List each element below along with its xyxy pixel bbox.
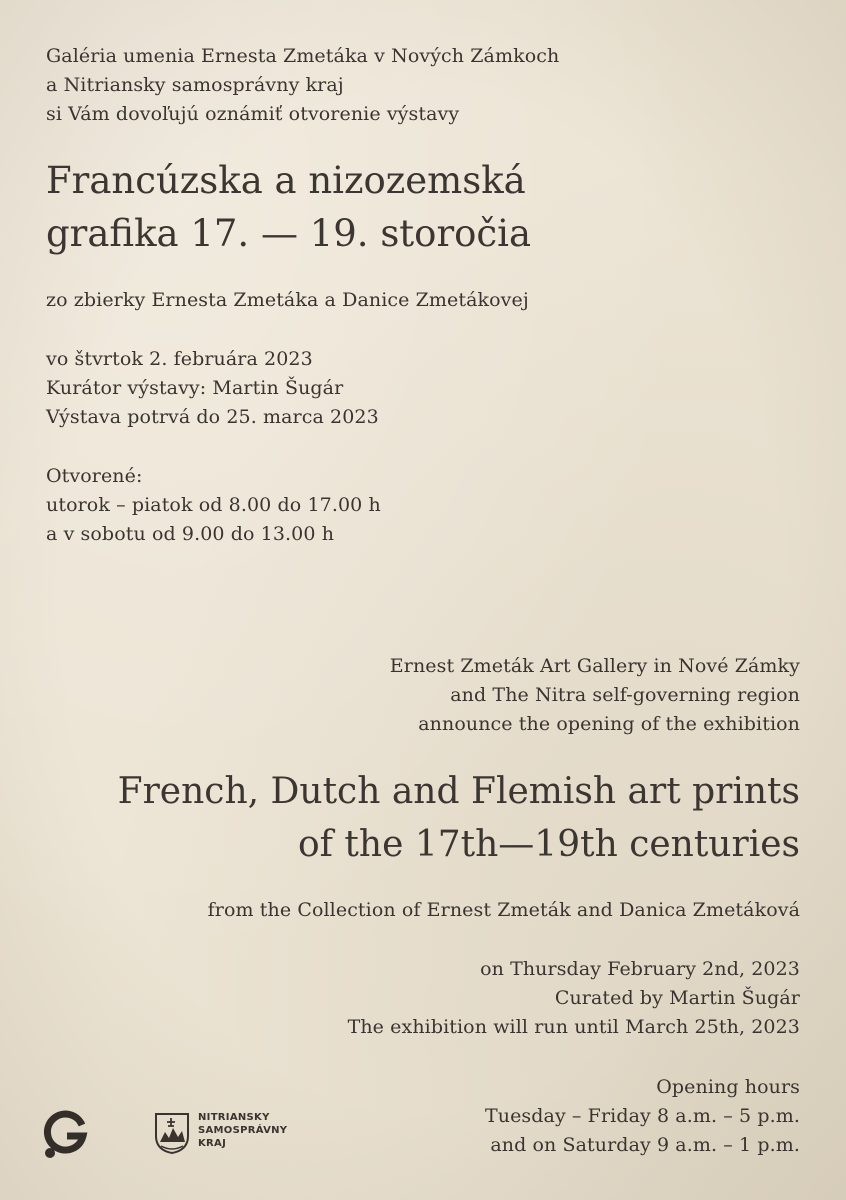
english-hours-line: Opening hours (656, 1076, 800, 1098)
region-logo-line: KRAJ (198, 1138, 227, 1149)
slovak-collection-text: zo zbierky Ernesta Zmetáka a Danice Zmetákovej (46, 289, 529, 311)
slovak-intro-line: si Vám dovoľujú oznámiť otvorenie výstavy (46, 103, 460, 125)
slovak-details (46, 345, 379, 432)
english-title-line: of the 17th—19th centuries (297, 824, 800, 865)
english-intro-line: Ernest Zmeták Art Gallery in Nové Zámky (389, 655, 800, 677)
english-detail-line: on Thursday February 2nd, 2023 (480, 958, 800, 980)
english-detail-line: Curated by Martin Šugár (554, 987, 800, 1009)
english-hours (485, 1073, 800, 1160)
slovak-intro-line: Galéria umenia Ernesta Zmetáka v Nových Zámkoch (46, 45, 560, 67)
slovak-intro-line: a Nitriansky samosprávny kraj (46, 74, 344, 96)
english-title (118, 765, 800, 871)
logos-footer (42, 1108, 362, 1168)
english-hours-line: Tuesday – Friday 8 a.m. – 5 p.m. (484, 1105, 800, 1127)
slovak-hours-line: Otvorené: (46, 465, 143, 487)
slovak-title-line: Francúzska a nizozemská (46, 159, 526, 202)
region-logo-text (198, 1111, 287, 1150)
slovak-hours-line: a v sobotu od 9.00 do 13.00 h (46, 523, 335, 545)
english-collection-text: from the Collection of Ernest Zmeták and Danica Zmetáková (207, 899, 800, 921)
slovak-collection (46, 286, 529, 315)
english-intro-line: announce the opening of the exhibition (418, 713, 800, 735)
english-details (348, 955, 800, 1042)
region-logo-line: NITRIANSKY (198, 1112, 270, 1123)
slovak-intro (46, 42, 559, 129)
slovak-title (46, 154, 531, 260)
english-intro (390, 652, 800, 739)
english-hours-line: and on Saturday 9 a.m. – 1 p.m. (490, 1134, 800, 1156)
english-detail-line: The exhibition will run until March 25th, 2023 (347, 1016, 800, 1038)
region-logo-line: SAMOSPRÁVNY (198, 1125, 288, 1136)
slovak-title-line: grafika 17. — 19. storočia (46, 212, 532, 255)
region-crest-icon (154, 1112, 190, 1154)
gallery-g-logo-icon (42, 1108, 88, 1160)
english-title-line: French, Dutch and Flemish art prints (117, 771, 800, 812)
slovak-hours (46, 462, 381, 549)
slovak-hours-line: utorok – piatok od 8.00 do 17.00 h (46, 494, 381, 516)
english-collection (208, 896, 800, 925)
slovak-detail-line: vo štvrtok 2. februára 2023 (46, 348, 313, 370)
slovak-detail-line: Kurátor výstavy: Martin Šugár (46, 377, 344, 399)
slovak-detail-line: Výstava potrvá do 25. marca 2023 (46, 406, 379, 428)
english-intro-line: and The Nitra self-governing region (450, 684, 800, 706)
